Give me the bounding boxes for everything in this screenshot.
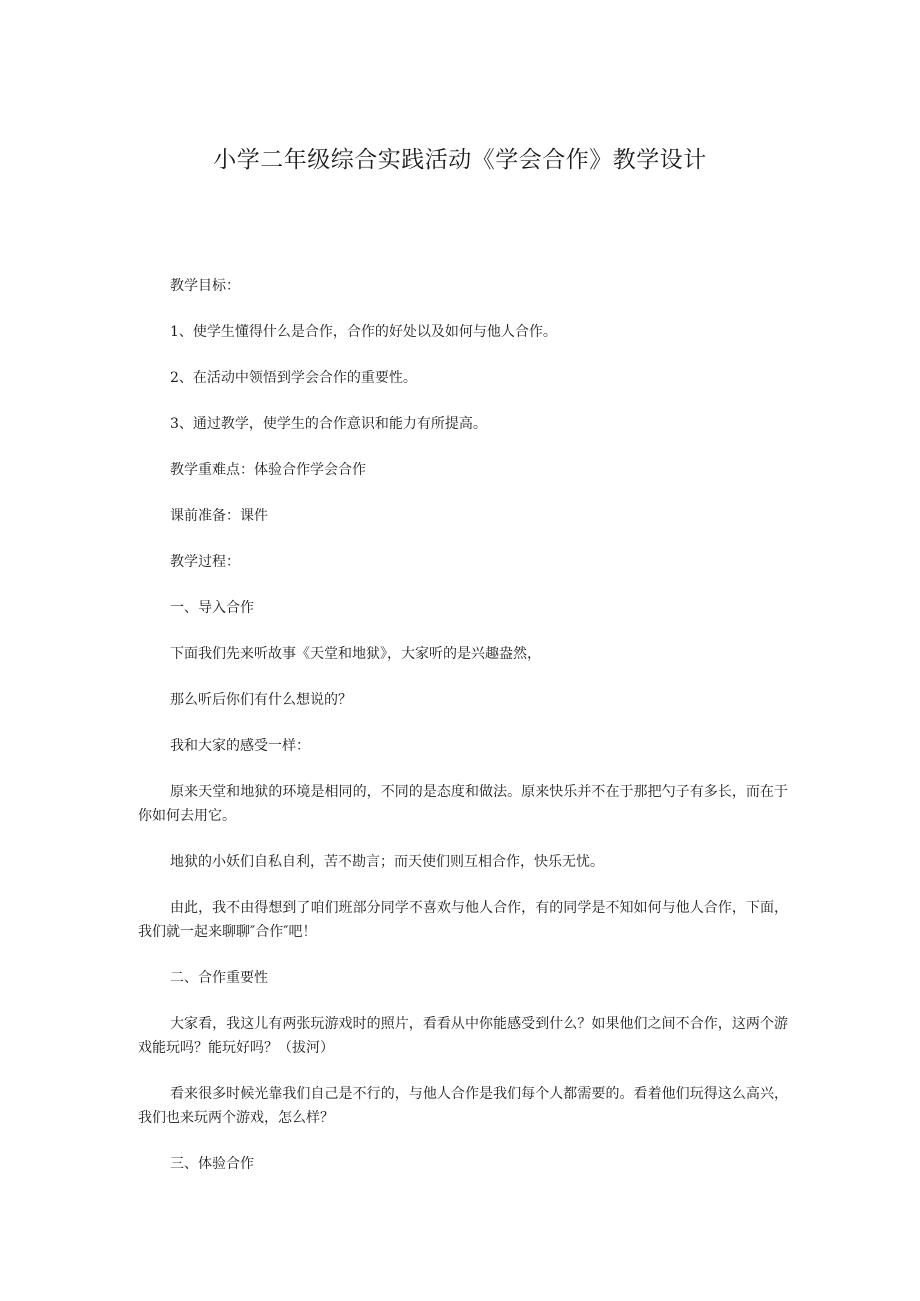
- paragraph-objectives-heading: 教学目标：: [170, 278, 240, 294]
- paragraph-objective-2: 2、在活动中领悟到学会合作的重要性。: [170, 370, 417, 386]
- paragraph-feeling: 我和大家的感受一样：: [170, 738, 310, 754]
- section-heading-2: 二、合作重要性: [170, 970, 268, 986]
- paragraph-key-points: 教学重难点：体验合作学会合作: [170, 462, 366, 478]
- paragraph-heaven-hell: 原来天堂和地狱的环境是相同的，不同的是态度和做法。原来快乐并不在于那把勺子有多长，而在于你如何去用它。: [138, 784, 788, 824]
- section-heading-3: 三、体验合作: [170, 1156, 254, 1172]
- paragraph-games: 看来很多时候光靠我们自己是不行的，与他人合作是我们每个人都需要的。看着他们玩得这么高兴，我们也来玩两个游戏，怎么样？: [138, 1086, 788, 1126]
- paragraph-photos: 大家看，我这儿有两张玩游戏时的照片，看看从中你能感受到什么？如果他们之间不合作，这两个游戏能玩吗？能玩好吗？（拔河）: [138, 1016, 788, 1056]
- paragraph-objective-3: 3、通过教学，使学生的合作意识和能力有所提高。: [170, 416, 487, 432]
- paragraph-story-intro: 下面我们先来听故事《天堂和地狱》，大家听的是兴趣盎然，: [170, 646, 541, 662]
- document-body: [138, 274, 788, 1192]
- document-title: 小学二年级综合实践活动《学会合作》教学设计: [213, 147, 707, 173]
- paragraph-class-cooperation: 由此，我不由得想到了咱们班部分同学不喜欢与他人合作，有的同学是不知如何与他人合作，下面，我们就一起来聊聊″合作″吧！: [138, 900, 788, 940]
- paragraph-preparation: 课前准备：课件: [170, 508, 268, 524]
- paragraph-process-heading: 教学过程：: [170, 554, 240, 570]
- paragraph-objective-1: 1、使学生懂得什么是合作，合作的好处以及如何与他人合作。: [170, 324, 557, 340]
- paragraph-selfish: 地狱的小妖们自私自利，苦不勘言；而天使们则互相合作，快乐无忧。: [170, 854, 604, 870]
- section-heading-1: 一、导入合作: [170, 600, 254, 616]
- paragraph-question: 那么听后你们有什么想说的？: [170, 692, 352, 708]
